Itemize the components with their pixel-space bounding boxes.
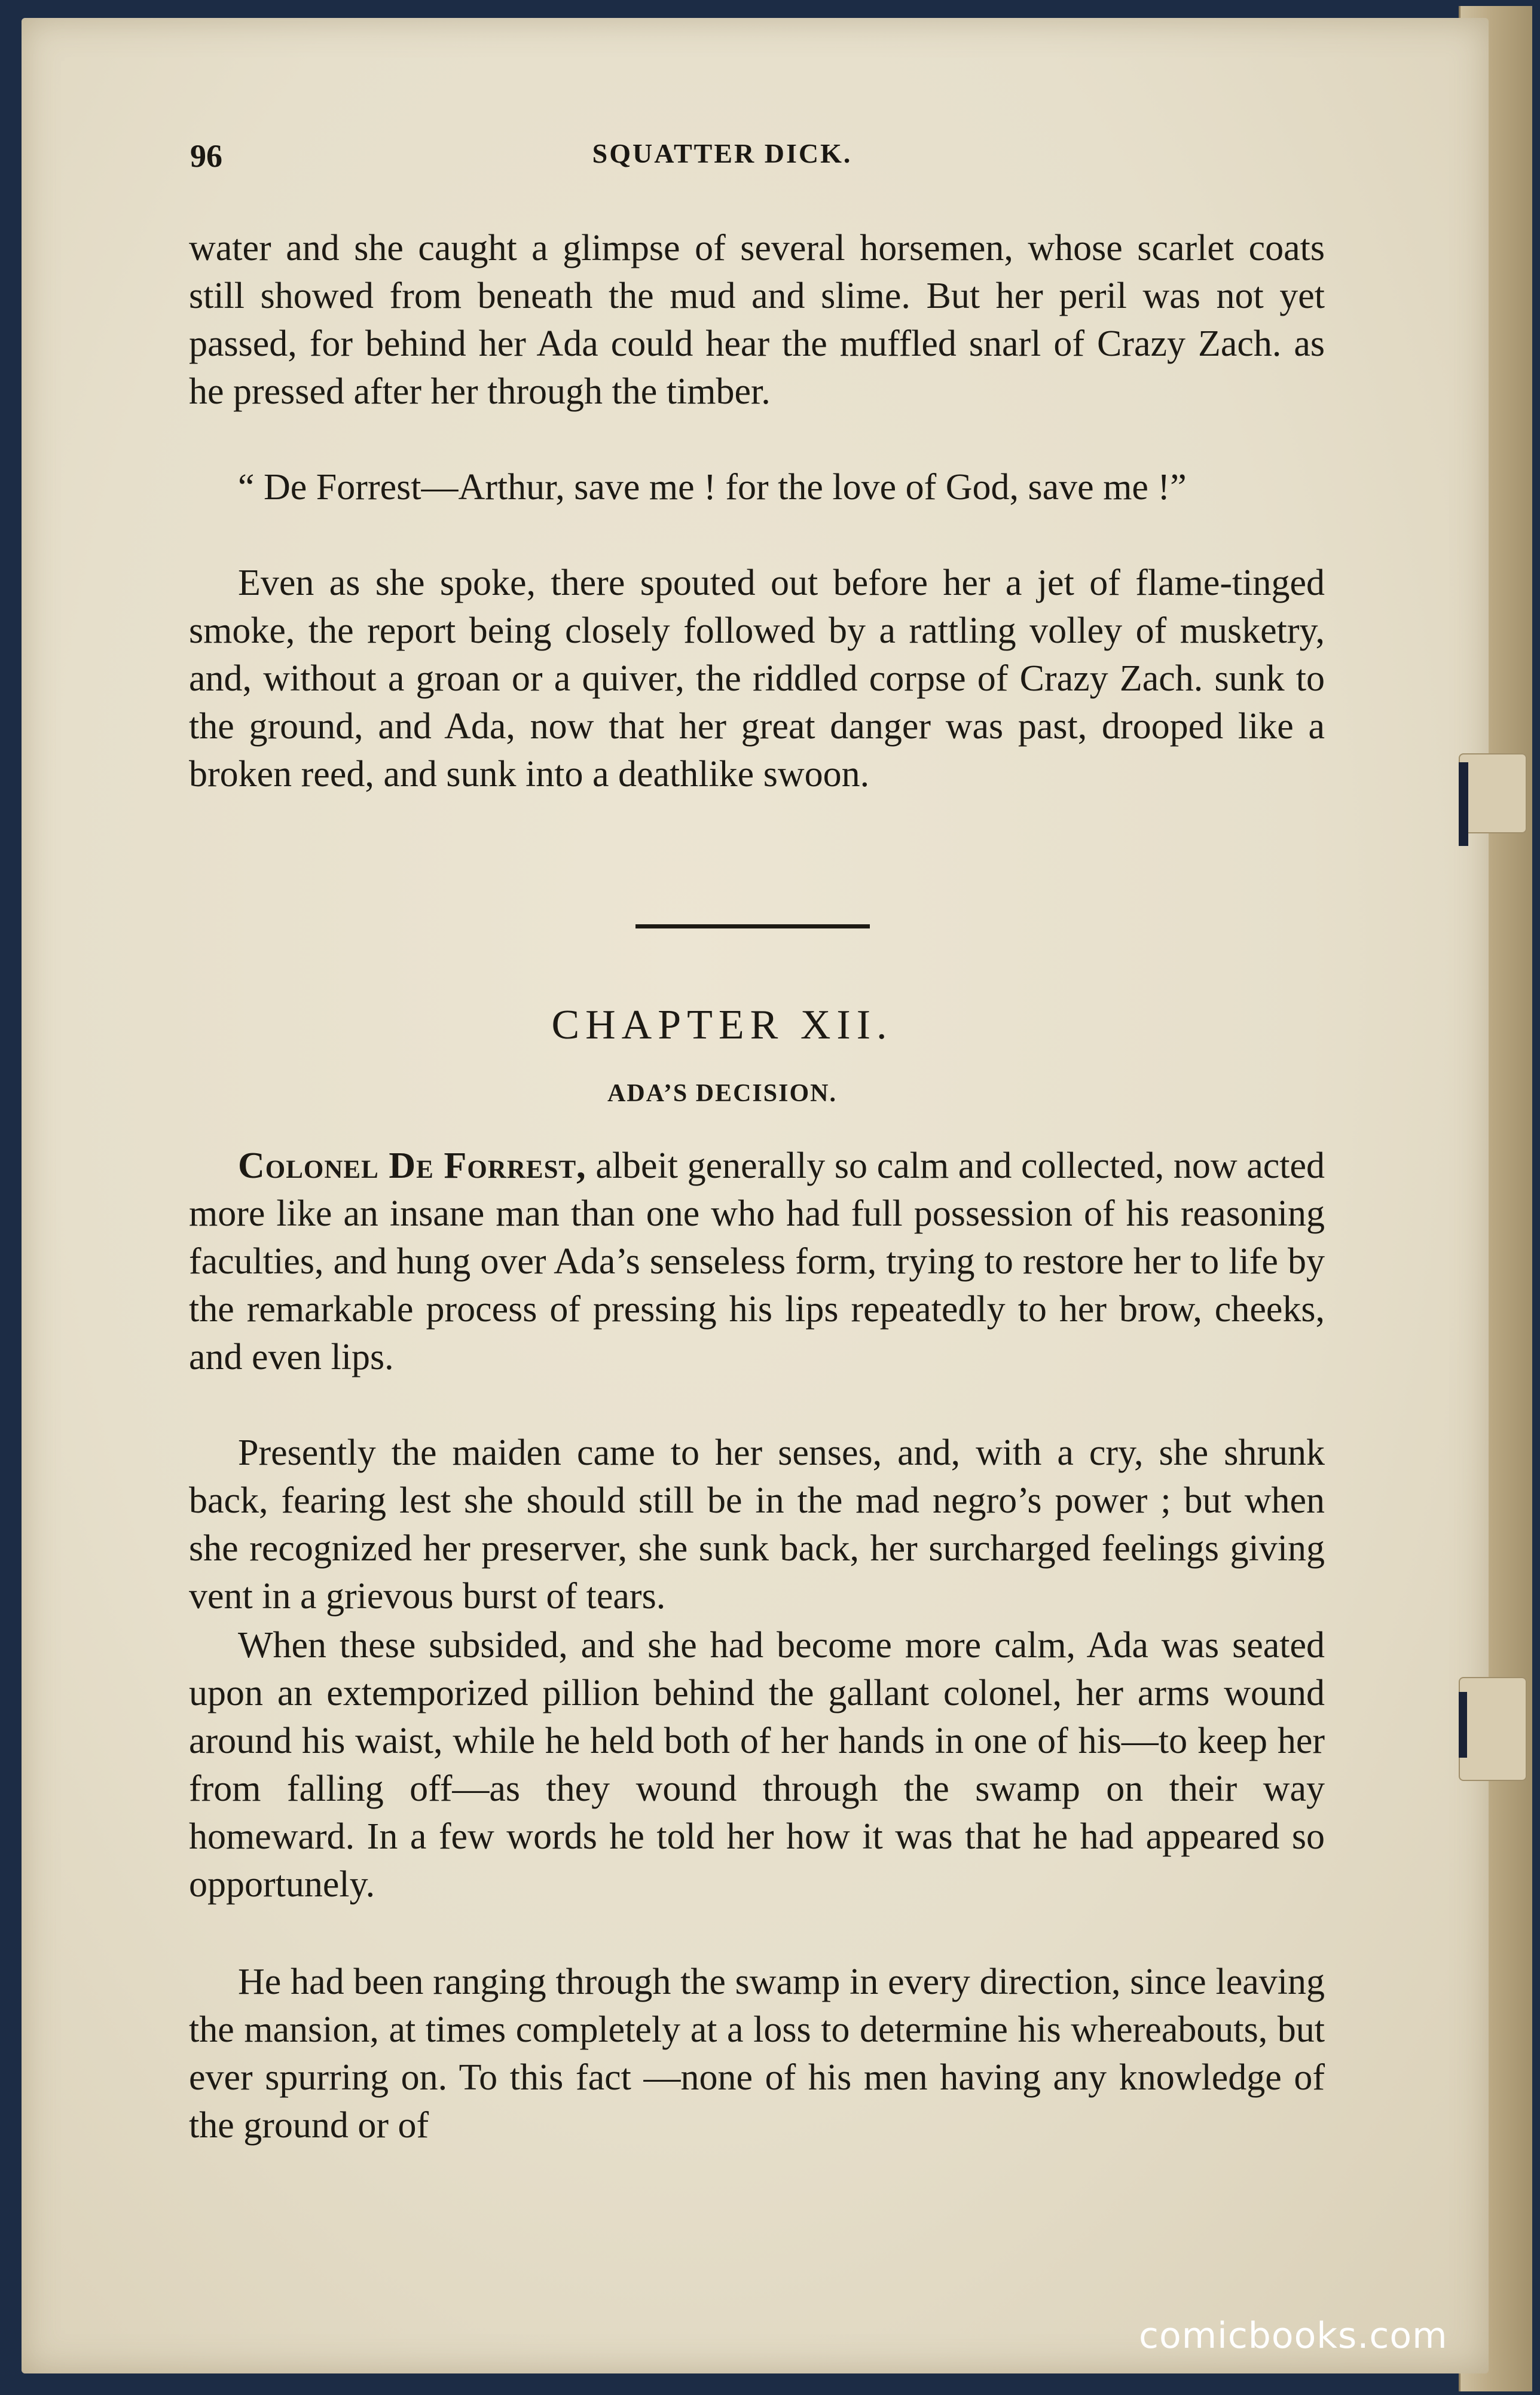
- binding-mark-upper: [1459, 762, 1468, 846]
- paragraph: When these subsided, and she had become more calm, Ada was seated upon an extemporized pillion behind the gallant colonel, her arms wound around his waist, while he held both of her hands in one of his—to keep her from falling off—as they wound through the swamp on their way homeward. In a few words he told her how it was that he had appeared so opportunely.: [189, 1625, 1325, 1905]
- running-title: SQUATTER DICK.: [592, 138, 852, 169]
- paragraph: He had been ranging through the swamp in every direction, since leaving the mansion, at times completely at a loss to determine his whereabouts, but ever spurring on. To this fact —none of his men having any knowledge of the ground or of: [189, 1962, 1325, 2146]
- chapter-subtitle: ADA’S DECISION.: [607, 1080, 837, 1107]
- section-divider: [635, 924, 870, 928]
- paragraph: Even as she spoke, there spouted out before her a jet of flame-tinged smoke, the report being closely followed by a rattling volley of musketry, and, without a groan or a quiver, the riddled corpse of Crazy Zach. sunk to the ground, and Ada, now that her great danger was past, drooped like a broken reed, and sunk into a deathlike swoon.: [189, 563, 1325, 795]
- paragraph-text: albeit generally so calm and collected, now acted more like an insane man than one who had full possession of his reasoning faculties, and hung over Ada’s senseless form, trying to restore her to life by the remarkable process of pressing his lips repeatedly to her brow, cheeks, and even lips.: [189, 1145, 1325, 1377]
- lead-in-name: Colonel De Forrest,: [238, 1145, 586, 1186]
- paragraph: “ De Forrest—Arthur, save me ! for the love of God, save me !”: [238, 467, 1187, 508]
- paragraph: [189, 1142, 1325, 1381]
- page-number: 96: [190, 138, 222, 174]
- paragraph: Presently the maiden came to her senses, and, with a cry, she shrunk back, fearing lest she should still be in the mad negro’s power ; but when she recognized her preserver, she sunk back, her surcharged feelings giving vent in a grievous burst of tears.: [189, 1432, 1325, 1617]
- paragraph: water and she caught a glimpse of several horsemen, whose scarlet coats still showed from beneath the mud and slime. But her peril was not yet passed, for behind her Ada could hear the muffled snarl of Crazy Zach. as he pressed after her through the timber.: [189, 228, 1325, 412]
- binding-mark-lower: [1459, 1692, 1467, 1758]
- paper-tab-upper: [1459, 753, 1527, 833]
- chapter-title: CHAPTER XII.: [551, 1002, 893, 1048]
- paper-tab-lower: [1459, 1677, 1527, 1781]
- watermark: comicbooks.com: [1139, 2315, 1448, 2357]
